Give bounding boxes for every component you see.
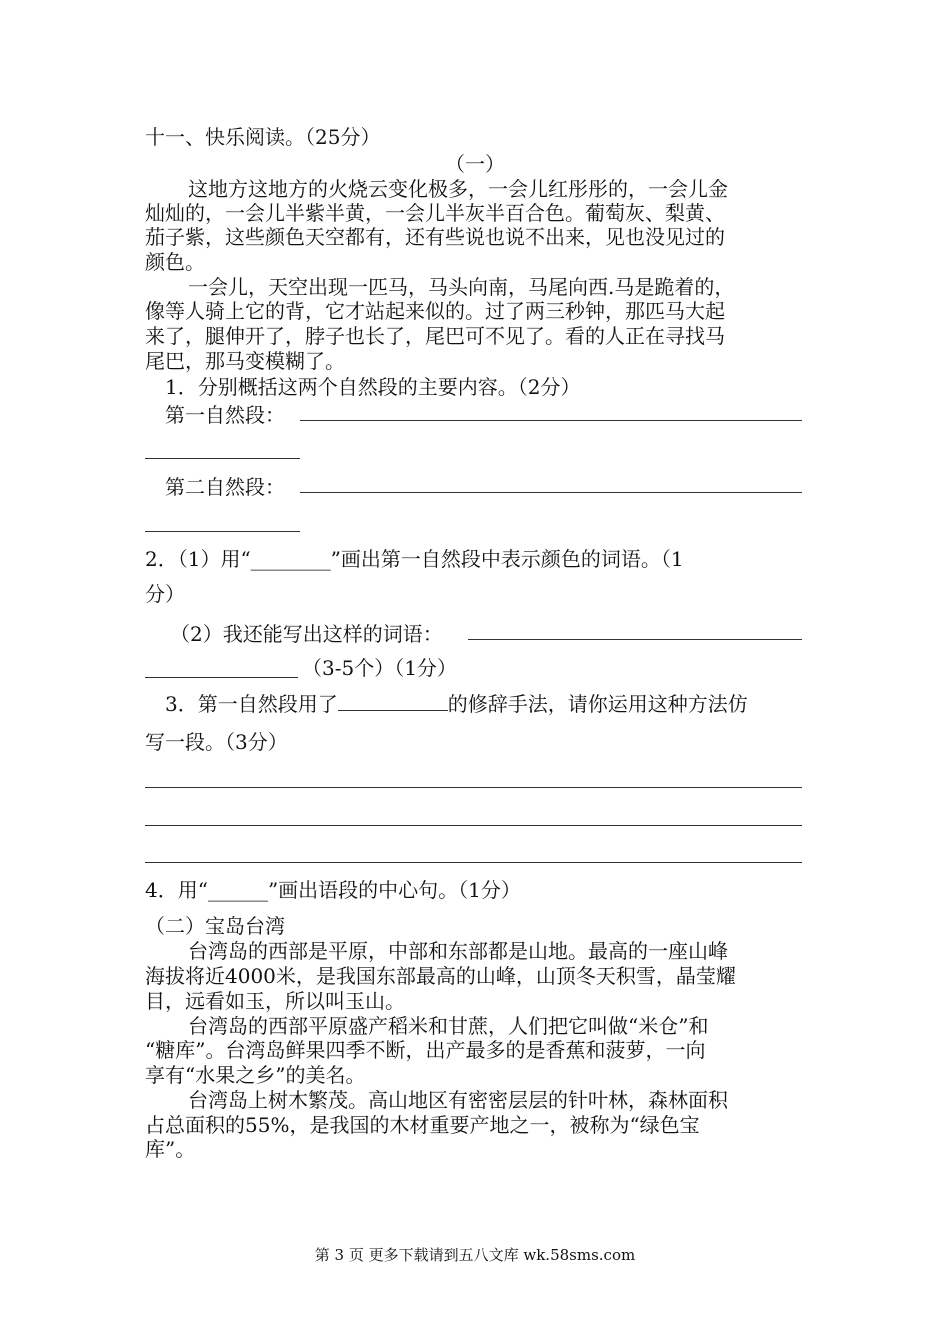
passage1-line: 一会儿，天空出现一匹马，马头向南，马尾向西.马是跪着的，: [188, 275, 735, 299]
answer-line[interactable]: [145, 677, 298, 678]
q1-para2-label: 第二自然段：: [165, 475, 285, 499]
answer-line[interactable]: [145, 458, 300, 459]
answer-line[interactable]: [145, 825, 802, 826]
passage1-line: 颜色。: [145, 250, 205, 274]
question-3: [165, 690, 748, 718]
answer-line[interactable]: [145, 862, 802, 863]
answer-line[interactable]: [468, 639, 802, 640]
q3-text-b: 的修辞手法，请你运用这种方法仿: [447, 692, 748, 716]
q1-para1-label: 第一自然段：: [165, 403, 285, 427]
passage1-line: 尾巴，那马变模糊了。: [145, 349, 345, 373]
part1-label: （一）: [445, 152, 505, 176]
passage2-line: 目，远看如玉，所以叫玉山。: [145, 989, 405, 1013]
answer-line[interactable]: [145, 787, 802, 788]
passage1-line: 像等人骑上它的背，它才站起来似的。过了两三秒钟，那匹马大起: [145, 299, 725, 323]
passage2-line: 台湾岛的西部是平原，中部和东部都是山地。最高的一座山峰: [188, 939, 728, 963]
question-1: 1．分别概括这两个自然段的主要内容。（2分）: [165, 375, 581, 399]
passage2-line: 台湾岛的西部平原盛产稻米和甘蔗，人们把它叫做“米仓”和: [188, 1014, 709, 1038]
page-footer: 第 3 页 更多下载请到五八文库 wk.58sms.com: [314, 1246, 636, 1264]
question-3-cont: 写一段。（3分）: [145, 730, 288, 754]
question-4: 4．用“______”画出语段的中心句。（1分）: [145, 878, 521, 902]
passage2-line: 海拔将近4000米，是我国东部最高的山峰，山顶冬天积雪，晶莹耀: [145, 964, 736, 988]
passage1-line: 灿灿的，一会儿半紫半黄，一会儿半灰半百合色。葡萄灰、梨黄、: [145, 201, 725, 225]
question-2: 2．（1）用“________”画出第一自然段中表示颜色的词语。（1: [145, 547, 684, 571]
question-2-sub2-tail: （3-5个）（1分）: [302, 656, 457, 680]
passage2-line: 库”。: [145, 1137, 196, 1161]
passage1-line: 茄子紫，这些颜色天空都有，还有些说也说不出来，见也没见过的: [145, 225, 725, 249]
q3-blank[interactable]: [338, 692, 448, 711]
answer-line[interactable]: [145, 531, 300, 532]
passage1-line: 来了，腿伸开了，脖子也长了，尾巴可不见了。看的人正在寻找马: [145, 324, 725, 348]
section-heading: 十一、快乐阅读。（25分）: [145, 125, 381, 149]
question-2-sub2: （2）我还能写出这样的词语：: [170, 622, 443, 646]
part2-label: （二）宝岛台湾: [145, 914, 285, 938]
passage1-line: 这地方这地方的火烧云变化极多，一会儿红彤彤的，一会儿金: [188, 177, 728, 201]
passage2-line: 占总面积的55%，是我国的木材重要产地之一，被称为“绿色宝: [145, 1113, 700, 1137]
passage2-line: 台湾岛上树木繁茂。高山地区有密密层层的针叶林，森林面积: [188, 1088, 728, 1112]
passage2-line: 享有“水果之乡”的美名。: [145, 1063, 366, 1087]
passage2-line: “糖库”。台湾岛鲜果四季不断，出产最多的是香蕉和菠萝，一向: [145, 1038, 706, 1062]
answer-line[interactable]: [300, 492, 802, 493]
question-2-cont: 分）: [145, 582, 185, 606]
q3-text-a: 3．第一自然段用了: [165, 692, 338, 716]
answer-line[interactable]: [300, 420, 802, 421]
